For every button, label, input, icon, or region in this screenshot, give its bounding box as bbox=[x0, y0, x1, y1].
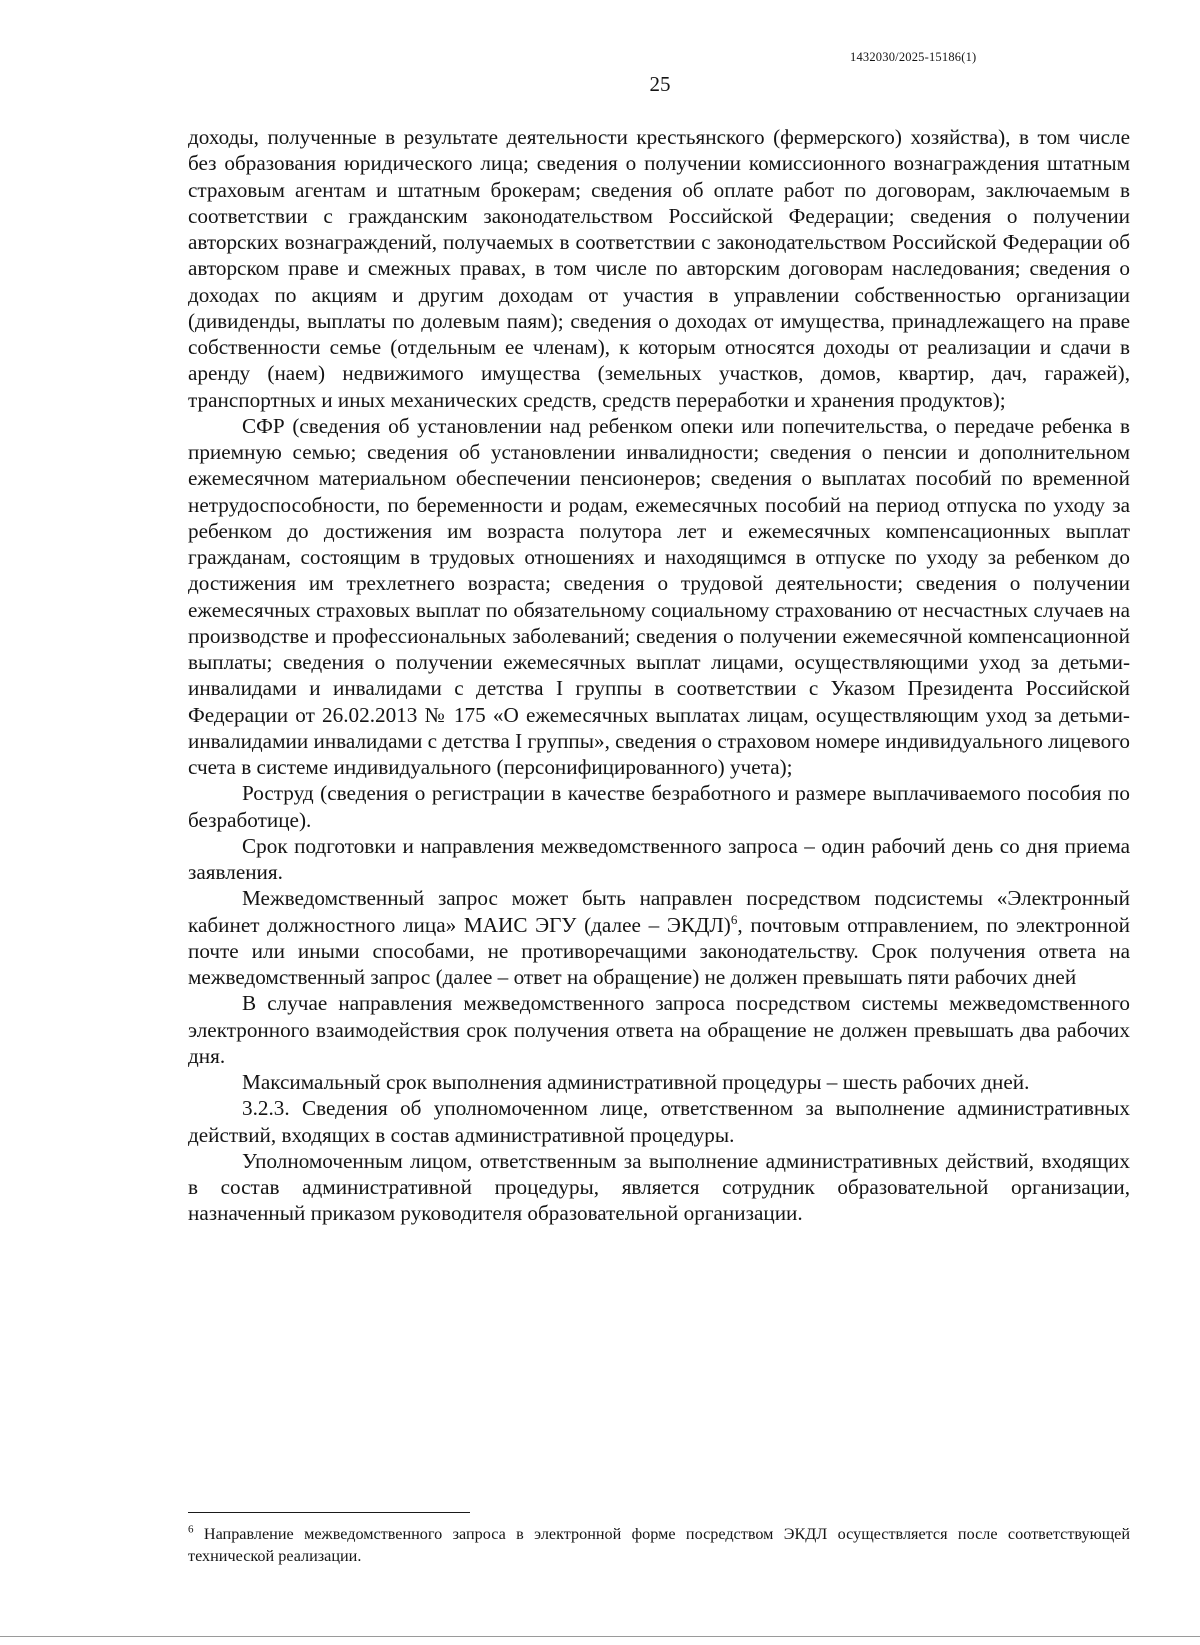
paragraph-smev-deadline: В случае направления межведомственного запроса посредством системы межведомственного электронного взаимодействия срок получения ответа на обращение не должен превышать два рабочих дня. bbox=[188, 991, 1130, 1068]
footnote bbox=[188, 1524, 1130, 1567]
page-number: 25 bbox=[649, 72, 671, 96]
paragraph-request-deadline: Срок подготовки и направления межведомственного запроса – один рабочий день со дня приема заявления. bbox=[188, 833, 1130, 884]
footnote-text: Направление межведомственного запроса в электронной форме посредством ЭКДЛ осуществляется после соответствующей технической реализации. bbox=[188, 1525, 1131, 1565]
paragraph-responsible-person: Уполномоченным лицом, ответственным за выполнение административных действий, входящих в состав административной процедуры, является сотрудник образовательной организации, назначенный приказом руководителя образовательной организации. bbox=[188, 1148, 1130, 1226]
footnote-reference: 6 bbox=[730, 911, 738, 927]
paragraph-section-heading: 3.2.3. Сведения об уполномоченном лице, ответственном за выполнение административных действий, входящих в состав административной процедуры. bbox=[188, 1096, 1130, 1147]
footnote-separator bbox=[188, 1512, 470, 1513]
paragraph-sfr: СФР (сведения об установлении над ребенком опеки или попечительства, о передаче ребенка в приемную семью; сведения об установлении инвалидности; сведения о пенсии и дополнительном ежемесячном материальном обеспечении пенсионеров; сведения о выплатах пособий по временной нетрудоспособности, по беременности и родам, ежемесячных пособий на период отпуска по уходу за ребенком до достижения им возраста полутора лет и ежемесячных компенсационных выплат гражданам, состоящим в трудовых отношениях и находящимся в отпуске по уходу за ребенком до достижения им трехлетнего возраста; сведения о трудовой деятельности; сведения о получении ежемесячных страховых выплат по обязательному социальному страхованию от несчастных случаев на производстве и профессиональных заболеваний; сведения о получении ежемесячной компенсационной выплаты; сведения о получении ежемесячных выплат лицами, осуществляющими уход за детьми-инвалидами и инвалидами с детства I группы в соответствии с Указом Президента Российской Федерации от 26.02.2013 № 175 «О ежемесячных выплатах лицам, осуществляющим уход за детьми-инвалидамии инвалидами с детства I группы», сведения о страховом номере индивидуального лицевого счета в системе индивидуального (персонифицированного) учета); bbox=[188, 413, 1130, 779]
paragraph-income-sources: доходы, полученные в результате деятельности крестьянского (фермерского) хозяйства), в том числе без образования юридического лица; сведения о получении комиссионного вознаграждения штатным страховым агентам и штатным брокерам; сведения об оплате работ по договорам, заключаемым в соответствии с гражданским законодательством Российской Федерации; сведения о получении авторских вознаграждений, получаемых в соответствии с законодательством Российской Федерации об авторском праве и смежных правах, в том числе по авторским договорам наследования; сведения о доходах по акциям и другим доходам от участия в управлении собственностью организации (дивиденды, выплаты по долевым паям); сведения о доходах от имущества, принадлежащего на праве собственности семье (отдельным ее членам), к которым относятся доходы от реализации и сдачи в аренду (наем) недвижимого имущества (земельных участков, домов, квартир, дач, гаражей), транспортных и иных механических средств, средств переработки и хранения продуктов); bbox=[188, 125, 1130, 412]
footnote-number: 6 bbox=[188, 1523, 194, 1536]
paragraph-request-channels bbox=[188, 885, 1130, 990]
document-body bbox=[188, 124, 1130, 1227]
document-registration-number: 1432030/2025-15186(1) bbox=[850, 50, 977, 64]
paragraph-request-channels-continued: , почтовым отправлением, по электронной почте или иными способами, не противоречащими законодательству. Срок получения ответа на межведомственный запрос (далее – ответ на обращение) не должен превышать пяти рабочих дней bbox=[188, 912, 1130, 989]
paragraph-max-duration: Максимальный срок выполнения административной процедуры – шесть рабочих дней. bbox=[242, 1070, 1030, 1094]
paragraph-request-channels-text: Межведомственный запрос может быть направлен посредством подсистемы «Электронный кабинет должностного лица» МАИС ЭГУ (далее – ЭКДЛ) bbox=[188, 886, 1130, 937]
paragraph-rostrud: Роструд (сведения о регистрации в качестве безработного и размере выплачиваемого пособия по безработице). bbox=[188, 781, 1130, 832]
scan-edge-line bbox=[0, 1636, 1200, 1637]
